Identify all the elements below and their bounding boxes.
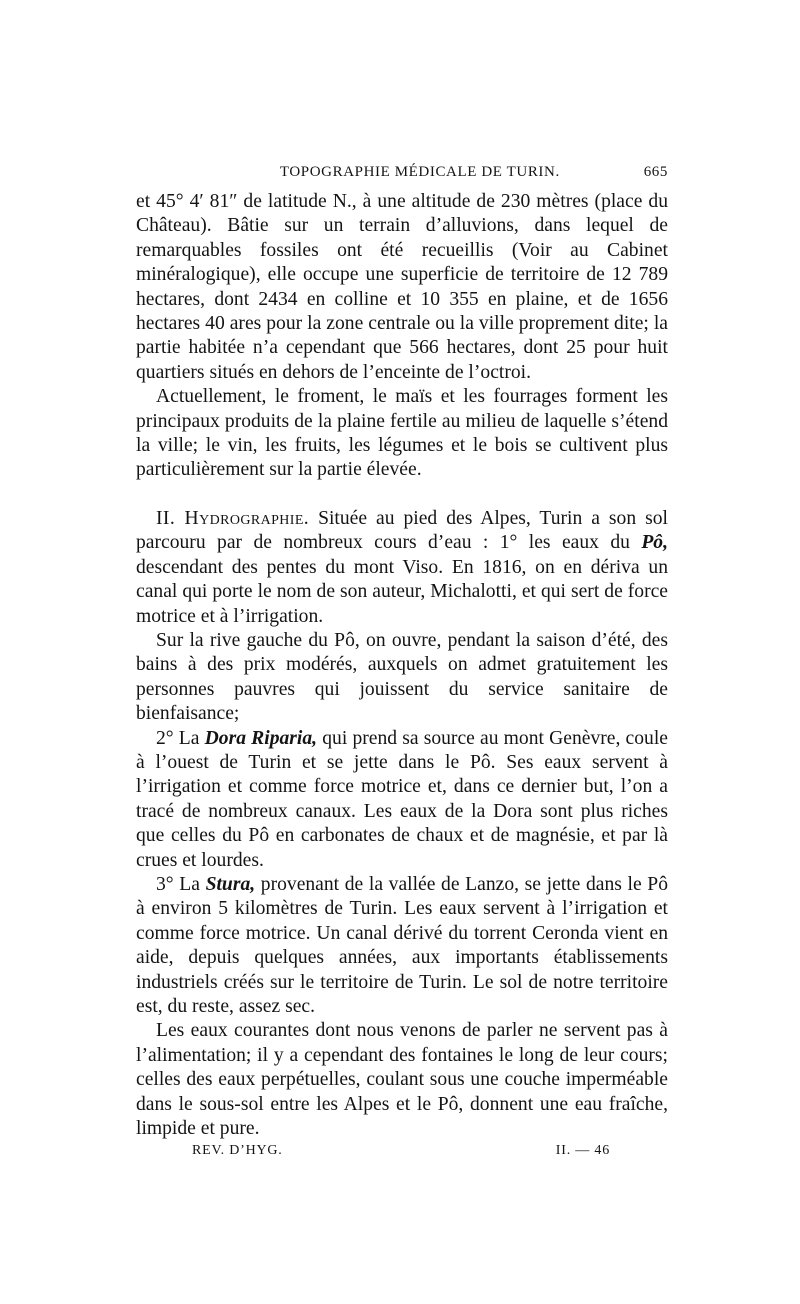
journal-signature: REV. D’HYG.	[192, 1143, 283, 1159]
text-run: descendant des pentes du mont Viso. En 1816, on en dériva un canal qui porte le nom de son auteur, Michalotti, et qui sert de force motrice et à l’irrigation.	[136, 556, 668, 627]
text-run: Située au pied des Alpes, Turin a son sol parcouru par de nombreux cours d’eau : 1° les eaux du	[136, 507, 668, 554]
text-run: 2° La	[156, 727, 205, 749]
page-number: 665	[643, 164, 668, 180]
running-head	[136, 164, 668, 190]
paragraph-agriculture: Actuellement, le froment, le maïs et les fourrages forment les principaux produits de la plaine fertile au milieu de laquelle s’étend la ville; le vin, les fruits, les légumes et le bois se cultivent plus particulièrement sur la partie élevée.	[136, 386, 668, 481]
paragraph-dora	[136, 727, 668, 873]
river-name-stura: Stura,	[205, 873, 256, 895]
paragraph-stura	[136, 873, 668, 1019]
running-title: TOPOGRAPHIE MÉDICALE DE TURIN.	[279, 164, 560, 180]
text-run: 3° La	[156, 873, 206, 895]
book-page	[136, 164, 668, 1159]
section-gap	[136, 483, 668, 507]
river-name-dora: Dora Riparia,	[204, 727, 318, 749]
text-run: qui prend sa source au mont Genèvre, coule à l’ouest de Turin et se jette dans le Pô. Ses eaux servent à l’irrigation et comme force motrice et, dans ce dernier but, l’on a tracé de nombreux canaux. Les eaux de la Dora sont plus riches que celles du Pô en carbonates de chaux et de magnésie, et par là crues et lourdes.	[136, 727, 668, 871]
paragraph-waters: Les eaux courantes dont nous venons de parler ne servent pas à l’alimentation; il y a cependant des fontaines le long de leur cours; celles des eaux perpétuelles, coulant sous une couche imperméable dans le sous-sol entre les Alpes et le Pô, donnent une eau fraîche, limpide et pure.	[136, 1020, 668, 1140]
paragraph-hydrography	[136, 507, 668, 629]
body-text	[136, 190, 668, 1141]
river-name-po: Pô,	[641, 532, 668, 554]
paragraph-location: et 45° 4′ 81″ de latitude N., à une altitude de 230 mètres (place du Château). Bâtie sur un terrain d’alluvions, dans lequel de remarquables fossiles ont été recueillis (Voir au Cabinet minéralogique), elle occupe une superficie de territoire de 12 789 hectares, dont 2434 en colline et 10 355 en plaine, et de 1656 hectares 40 ares pour la zone centrale ou la ville proprement dite; la partie habitée n’a cependant que 566 hectares, dont 25 pour huit quartiers situés en dehors de l’enceinte de l’octroi.	[136, 191, 668, 383]
text-run: provenant de la vallée de Lanzo, se jette dans le Pô à environ 5 kilomètres de Turin. Les eaux servent à l’irrigation et comme force motrice. Un canal dérivé du torrent Ceronda vient en aide, depuis quelques années, aux importants établissements industriels créés sur le territoire de Turin. Le sol de notre territoire est, du reste, assez sec.	[136, 873, 668, 1017]
paragraph-baths: Sur la rive gauche du Pô, on ouvre, pendant la saison d’été, des bains à des prix modérés, auxquels on admet gratuitement les personnes pauvres qui jouissent du service sanitaire de bienfaisance;	[136, 629, 668, 725]
page-footer	[136, 1143, 668, 1159]
volume-signature: II. — 46	[555, 1143, 610, 1159]
section-heading: II. Hydrographie.	[156, 507, 310, 529]
